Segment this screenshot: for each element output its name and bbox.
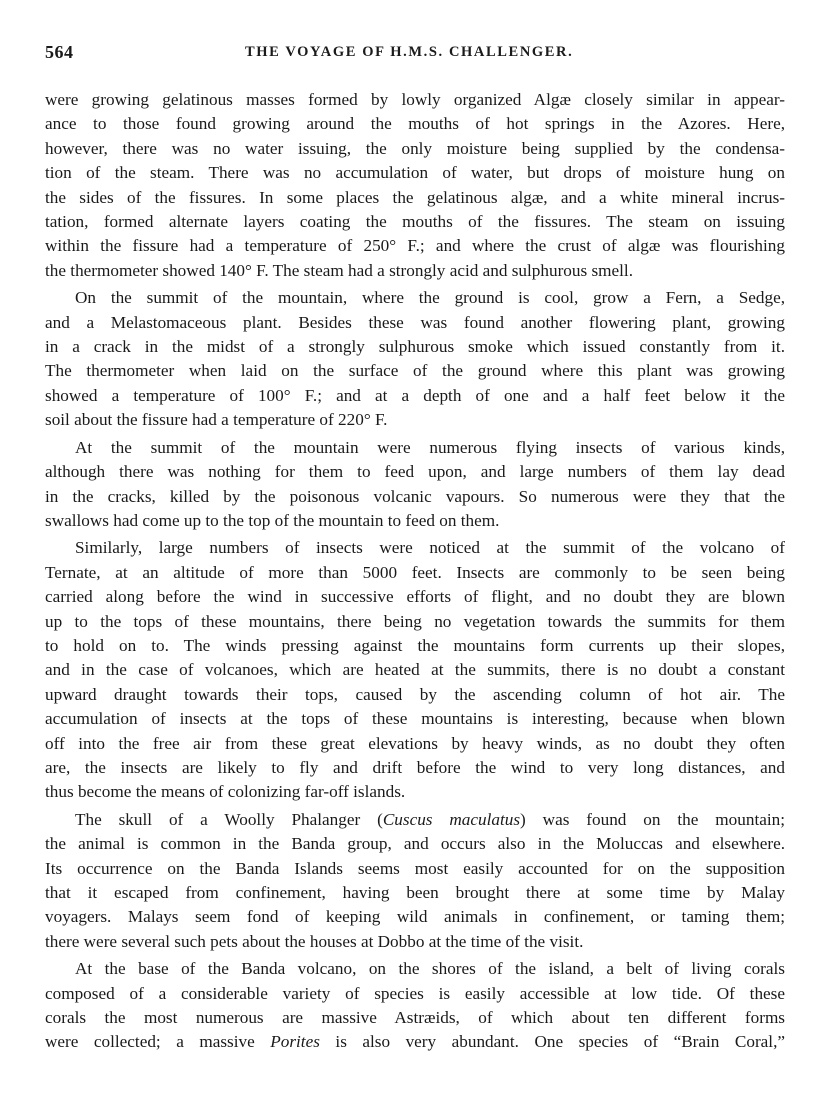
- italic-term: Porites: [270, 1032, 320, 1052]
- text-line: however, there was no water issuing, the only moisture being supplied by the condensa-: [45, 138, 785, 158]
- text-line: Its occurrence on the Banda Islands seems most easily accounted for on the supposition: [45, 858, 785, 878]
- page-number: 564: [45, 42, 74, 62]
- text-line: composed of a considerable variety of species is easily accessible at low tide. Of these: [45, 983, 785, 1003]
- body-text: [45, 88, 785, 1055]
- paragraph: [45, 957, 785, 1055]
- text-line: voyagers. Malays seem fond of keeping wild animals in confinement, or taming them;: [45, 907, 785, 927]
- text-line: At the base of the Banda volcano, on the shores of the island, a belt of living corals: [75, 959, 785, 979]
- text-line: Similarly, large numbers of insects were noticed at the summit of the volcano of: [75, 538, 785, 558]
- paragraph: [45, 436, 785, 534]
- text-line: On the summit of the mountain, where the ground is cool, grow a Fern, a Sedge,: [75, 288, 785, 308]
- text-line: were growing gelatinous masses formed by lowly organized Algæ closely similar in appear-: [45, 90, 785, 109]
- text-line: although there was nothing for them to feed upon, and large numbers of them lay dead: [45, 462, 785, 482]
- text-line: there were several such pets about the houses at Dobbo at the time of the visit.: [45, 931, 584, 951]
- text-line: The skull of a Woolly Phalanger (Cuscus maculatus) was found on the mountain;: [75, 809, 785, 829]
- text-line: corals the most numerous are massive Astræids, of which about ten different forms: [45, 1008, 785, 1028]
- text-line: within the fissure had a temperature of 250° F.; and where the crust of algæ was flourishing: [45, 236, 785, 256]
- text-line: to hold on to. The winds pressing against the mountains form currents up their slopes,: [45, 635, 785, 655]
- text-line: in a crack in the midst of a strongly sulphurous smoke which issued constantly from it.: [45, 337, 785, 357]
- paragraph: [45, 88, 785, 283]
- text-line: in the cracks, killed by the poisonous volcanic vapours. So numerous were they that the: [45, 486, 785, 506]
- text-line: are, the insects are likely to fly and drift before the wind to very long distances, and: [45, 757, 785, 777]
- text-line: At the summit of the mountain were numerous flying insects of various kinds,: [75, 437, 785, 457]
- text-line: the thermometer showed 140° F. The steam had a strongly acid and sulphurous smell.: [45, 260, 634, 280]
- text-line: ance to those found growing around the mouths of hot springs in the Azores. Here,: [45, 114, 785, 134]
- text-line: up to the tops of these mountains, there being no vegetation towards the summits for them: [45, 611, 785, 631]
- text-line: upward draught towards their tops, caused by the ascending column of hot air. The: [45, 684, 785, 704]
- text-line: accumulation of insects at the tops of these mountains is interesting, because when blown: [45, 709, 785, 729]
- text-line: the animal is common in the Banda group, and occurs also in the Moluccas and elsewhere.: [45, 834, 785, 854]
- text-line: that it escaped from confinement, having been brought there at some time by Malay: [45, 883, 785, 902]
- text-line: tation, formed alternate layers coating the mouths of the fissures. The steam on issuing: [45, 212, 785, 232]
- paragraph: [45, 536, 785, 804]
- text-line: thus become the means of colonizing far-off islands.: [45, 782, 406, 802]
- text-line: carried along before the wind in successive efforts of flight, and no doubt they are blown: [45, 587, 785, 607]
- paragraph: [45, 286, 785, 432]
- document-page: [45, 38, 785, 1055]
- italic-term: Cuscus maculatus: [382, 809, 521, 829]
- text-line: Ternate, at an altitude of more than 5000 feet. Insects are commonly to be seen being: [45, 562, 785, 582]
- text-line: off into the free air from these great elevations by heavy winds, as no doubt they often: [45, 733, 785, 753]
- paragraph: [45, 808, 785, 954]
- text-line: swallows had come up to the top of the mountain to feed on them.: [45, 510, 500, 530]
- text-line: were collected; a massive Porites is also very abundant. One species of “Brain Coral,”: [45, 1032, 786, 1052]
- text-line: and in the case of volcanoes, which are heated at the summits, there is no doubt a constant: [45, 660, 785, 680]
- running-head: [45, 38, 785, 66]
- text-line: The thermometer when laid on the surface of the ground where this plant was growing: [45, 361, 785, 381]
- text-line: soil about the fissure had a temperature of 220° F.: [45, 410, 388, 430]
- text-line: and a Melastomaceous plant. Besides these was found another flowering plant, growing: [45, 312, 785, 332]
- text-line: tion of the steam. There was no accumulation of water, but drops of moisture hung on: [45, 163, 785, 183]
- running-title: THE VOYAGE OF H.M.S. CHALLENGER.: [245, 44, 574, 60]
- text-line: showed a temperature of 100° F.; and at a depth of one and a half feet below it the: [45, 385, 785, 405]
- text-line: the sides of the fissures. In some places the gelatinous algæ, and a white mineral incrus-: [45, 187, 785, 207]
